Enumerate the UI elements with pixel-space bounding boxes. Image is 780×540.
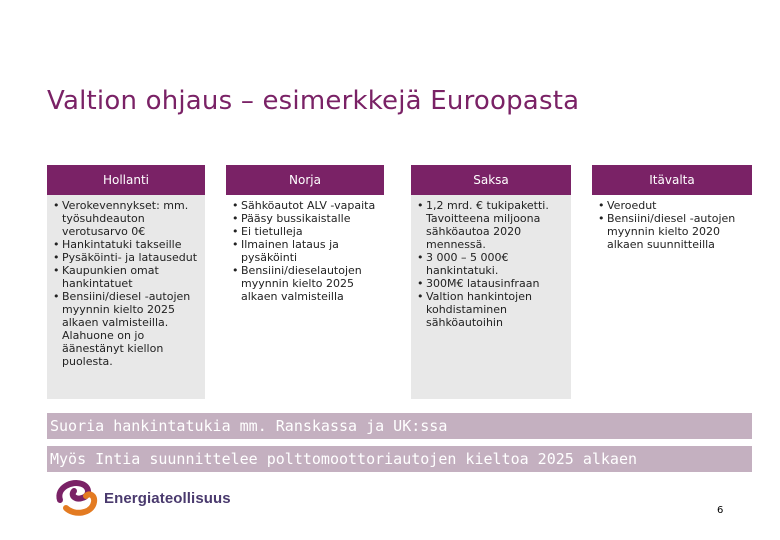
column-saksa (411, 165, 571, 399)
highlight-bar-france-uk: Suoria hankintatukia mm. Ranskassa ja UK:ssa (47, 413, 752, 439)
list-item: • Hankintatuki takseille (53, 238, 201, 251)
list-item: • Veroedut (598, 199, 748, 212)
list-item: • Pääsy bussikaistalle (232, 212, 380, 225)
highlight-bar-india: Myös Intia suunnittelee polttomoottoriautojen kieltoa 2025 alkaen (47, 446, 752, 472)
column-body (411, 195, 571, 399)
column-itavalta (592, 165, 752, 251)
list-item: • Ilmainen lataus ja pysäköinti (232, 238, 380, 264)
list-item: • Bensiini/diesel -autojen myynnin kielto 2025 alkaen valmisteilla. Alahuone on jo äänestänyt kiellon puolesta. (53, 290, 201, 368)
list-item: • Bensiini/dieselautojen myynnin kielto 2025 alkaen valmisteilla (232, 264, 380, 303)
logo-text: Energiateollisuus (104, 489, 231, 507)
energiateollisuus-swirl-icon (52, 478, 100, 518)
column-hollanti (47, 165, 205, 399)
list-item: • Ei tietulleja (232, 225, 380, 238)
column-header: Norja (226, 165, 384, 195)
slide-title: Valtion ohjaus – esimerkkejä Euroopasta (47, 86, 580, 116)
column-body (226, 195, 384, 303)
list-item: • Kaupunkien omat hankintatuet (53, 264, 201, 290)
list-item: • Pysäköinti- ja latausedut (53, 251, 201, 264)
list-item: • 1,2 mrd. € tukipaketti. Tavoitteena miljoona sähköautoa 2020 mennessä. (417, 199, 567, 251)
column-body (592, 195, 752, 251)
energiateollisuus-logo (52, 478, 231, 518)
list-item: • 3 000 – 5 000€ hankintatuki. (417, 251, 567, 277)
list-item: • Bensiini/diesel -autojen myynnin kielto 2020 alkaen suunnitteilla (598, 212, 748, 251)
page-number: 6 (717, 505, 724, 516)
list-item: • Sähköautot ALV -vapaita (232, 199, 380, 212)
column-norja (226, 165, 384, 303)
list-item: • 300M€ latausinfraan (417, 277, 567, 290)
column-header: Hollanti (47, 165, 205, 195)
list-item: • Valtion hankintojen kohdistaminen sähköautoihin (417, 290, 567, 329)
column-body (47, 195, 205, 399)
list-item: • Verokevennykset: mm. työsuhdeauton verotusarvo 0€ (53, 199, 201, 238)
column-header: Saksa (411, 165, 571, 195)
column-header: Itävalta (592, 165, 752, 195)
